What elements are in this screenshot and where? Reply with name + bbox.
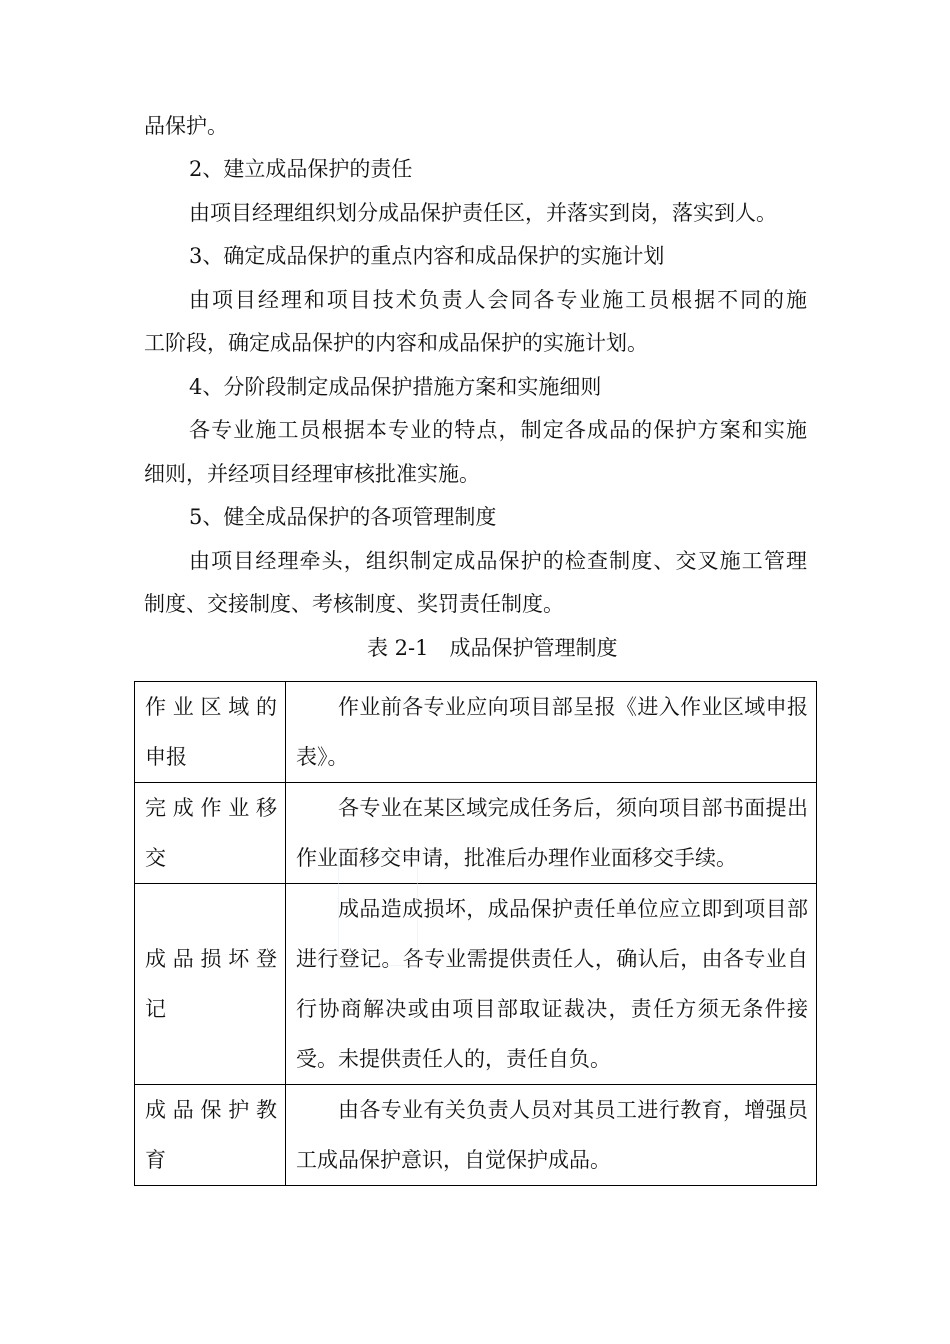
row-label-line-2: 育 xyxy=(145,1148,166,1172)
paragraph-3-line-1: 由项目经理和项目技术负责人会同各专业施工员根据不同的施 xyxy=(189,288,807,312)
row-label-line-2: 申报 xyxy=(145,745,187,769)
row-label-line-1: 成品损坏登 xyxy=(145,947,277,971)
row-label-line-2: 交 xyxy=(145,846,166,870)
row-label xyxy=(135,682,286,783)
row-content-text: 各专业在某区域完成任务后，须向项目部书面提出作业面移交申请，批准后办理作业面移交手续。 xyxy=(296,796,808,870)
row-label xyxy=(135,884,286,1085)
row-content xyxy=(286,884,817,1085)
paragraph-4-line-1: 各专业施工员根据本专业的特点，制定各成品的保护方案和实施 xyxy=(189,418,807,442)
paragraph-5-line-2: 制度、交接制度、考核制度、奖罚责任制度。 xyxy=(144,592,564,616)
row-content-text: 由各专业有关负责人员对其员工进行教育，增强员工成品保护意识，自觉保护成品。 xyxy=(296,1098,808,1172)
row-content xyxy=(286,783,817,884)
row-content-text: 作业前各专业应向项目部呈报《进入作业区域申报表》。 xyxy=(296,695,808,769)
row-label-line-1: 完成作业移 xyxy=(145,796,277,820)
paragraph-2: 由项目经理组织划分成品保护责任区，并落实到岗，落实到人。 xyxy=(189,201,777,225)
row-content xyxy=(286,682,817,783)
row-label-line-1: 作业区域的 xyxy=(145,695,277,719)
row-content xyxy=(286,1085,817,1186)
row-label xyxy=(135,783,286,884)
table-row xyxy=(135,682,817,783)
paragraph-4-line-2: 细则，并经项目经理审核批准实施。 xyxy=(144,462,480,486)
paragraph-3-line-2: 工阶段，确定成品保护的内容和成品保护的实施计划。 xyxy=(144,331,648,355)
section-heading-2: 2、建立成品保护的责任 xyxy=(189,157,413,181)
paragraph-tail: 品保护。 xyxy=(144,114,228,138)
table-row xyxy=(135,884,817,1085)
section-heading-5: 5、健全成品保护的各项管理制度 xyxy=(189,505,497,529)
row-label xyxy=(135,1085,286,1186)
table-caption: 表 2-1 成品保护管理制度 xyxy=(367,636,618,660)
table-row xyxy=(135,1085,817,1186)
row-label-line-2: 记 xyxy=(145,997,166,1021)
paragraph-5-line-1: 由项目经理牵头，组织制定成品保护的检查制度、交叉施工管理 xyxy=(189,549,807,573)
table-row xyxy=(135,783,817,884)
section-heading-4: 4、分阶段制定成品保护措施方案和实施细则 xyxy=(189,375,602,399)
section-heading-3: 3、确定成品保护的重点内容和成品保护的实施计划 xyxy=(189,244,665,268)
row-label-line-1: 成品保护教 xyxy=(145,1098,277,1122)
row-content-text: 成品造成损坏，成品保护责任单位应立即到项目部进行登记。各专业需提供责任人，确认后，由各专业自行协商解决或由项目部取证裁决，责任方须无条件接受。未提供责任人的，责任自负。 xyxy=(296,897,808,1071)
management-system-table xyxy=(134,681,817,1186)
